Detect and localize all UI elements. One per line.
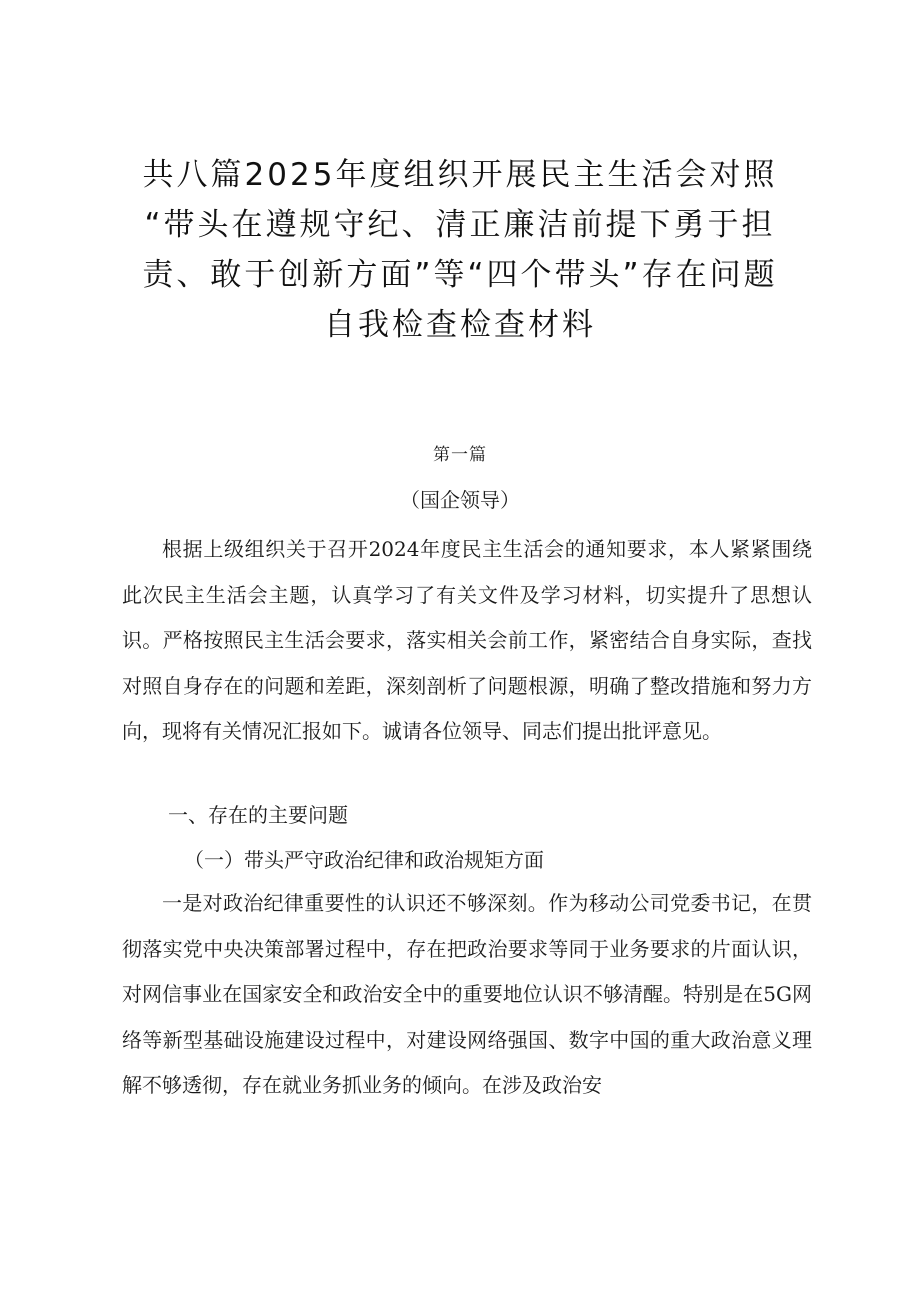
section-number: 第一篇	[433, 445, 487, 465]
issue-paragraph-1: 一是对政治纪律重要性的认识还不够深刻。作为移动公司党委书记，在贯彻落实党中央决策部署过程中，存在把政治要求等同于业务要求的片面认识，对网信事业在国家安全和政治安全中的重要地位认识不够清醒。特别是在5G网络等新型基础设施建设过程中，对建设网络强国、数字中国的重大政治意义理解不够透彻，存在就业务抓业务的倾向。在涉及政治安	[122, 891, 812, 1097]
intro-paragraph: 根据上级组织关于召开2024年度民主生活会的通知要求，本人紧紧围绕此次民主生活会主题，认真学习了有关文件及学习材料，切实提升了思想认识。严格按照民主生活会要求，落实相关会前工作，紧密结合自身实际，查找对照自身存在的问题和差距，深刻剖析了问题根源，明确了整改措施和努力方向，现将有关情况汇报如下。诚请各位领导、同志们提出批评意见。	[122, 537, 812, 743]
document-title	[110, 150, 810, 350]
title-line-2: “带头在遵规守纪、清正廉洁前提下勇于担	[144, 207, 776, 243]
heading-political-discipline: （一）带头严守政治纪律和政治规矩方面	[184, 848, 544, 872]
title-line-4: 自我检查检查材料	[324, 307, 596, 343]
section-subtitle: （国企领导）	[400, 488, 520, 512]
title-line-3: 责、敢于创新方面”等“四个带头”存在问题	[142, 257, 778, 293]
title-line-1: 共八篇2025年度组织开展民主生活会对照	[142, 157, 778, 193]
heading-main-problems: 一、存在的主要问题	[168, 803, 348, 827]
